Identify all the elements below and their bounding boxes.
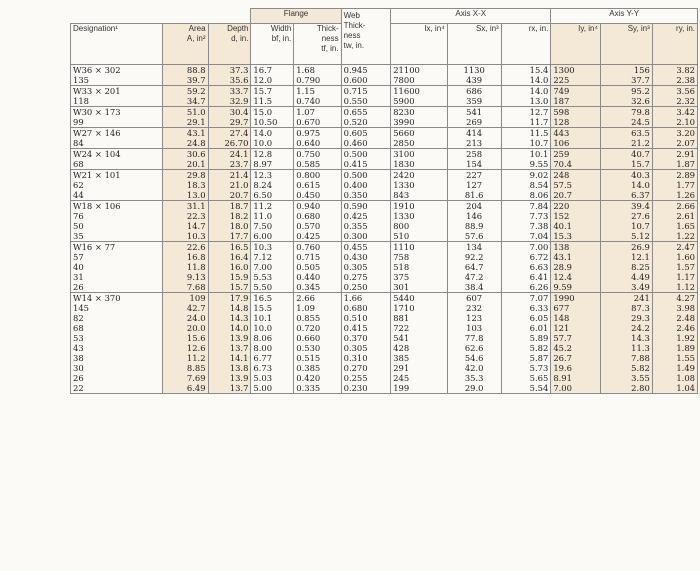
ry-cell: 3.56 2.32 — [652, 86, 697, 107]
sx-header: Sx, in³ — [447, 24, 501, 65]
table-row — [71, 170, 698, 201]
flange-thickness-cell: 0.940 0.680 0.570 0.425 — [294, 201, 341, 242]
flange-width-cell: 15.0 10.50 — [251, 107, 294, 128]
web-thickness-cell: 0.500 0.400 0.350 — [341, 170, 391, 201]
table-row — [71, 86, 698, 107]
sy-cell: 63.5 21.2 — [600, 128, 652, 149]
table-row — [71, 65, 698, 86]
depth-header: Depth d, in. — [208, 24, 251, 65]
sy-cell: 39.4 27.6 10.7 5.12 — [600, 201, 652, 242]
web-thickness-title: Web Thick- ness — [343, 11, 366, 40]
web-thickness-cell: 0.945 0.600 — [341, 65, 391, 86]
flange-thickness-cell: 0.750 0.585 — [294, 149, 341, 170]
rx-cell: 14.0 13.0 — [501, 86, 551, 107]
flange-thickness-cell: 1.07 0.670 — [294, 107, 341, 128]
flange-width-cell: 11.2 11.0 7.50 6.00 — [251, 201, 294, 242]
table-row — [71, 201, 698, 242]
ry-header: ry, in. — [652, 24, 697, 65]
flange-width-cell: 16.5 15.5 10.1 10.0 8.06 8.00 6.77 6.73 5.03 5.00 — [251, 293, 294, 394]
sx-cell: 607 232 123 103 77.8 62.6 54.6 42.0 35.3 29.0 — [447, 293, 501, 394]
rx-cell: 10.1 9.55 — [501, 149, 551, 170]
sx-cell: 414 213 — [447, 128, 501, 149]
axis-yy-group-header: Axis Y-Y — [551, 9, 698, 24]
w-shapes-properties-table — [70, 8, 698, 394]
flange-width-cell: 16.7 12.0 — [251, 65, 294, 86]
area-cell: 51.0 29.1 — [163, 107, 208, 128]
ix-cell: 5440 1710 881 722 541 428 385 291 245 199 — [391, 293, 447, 394]
web-thickness-cell: 0.500 0.415 — [341, 149, 391, 170]
iy-cell: 1990 677 148 121 57.7 45.2 26.7 19.6 8.91 7.00 — [551, 293, 601, 394]
table-row — [71, 149, 698, 170]
sy-cell: 241 87.3 29.3 24.2 14.3 11.3 7.88 5.82 3.55 2.80 — [600, 293, 652, 394]
area-cell: 22.6 16.8 11.8 9.13 7.68 — [163, 242, 208, 293]
sy-cell: 26.9 12.1 8.25 4.49 3.49 — [600, 242, 652, 293]
tw-label: tw, in. — [343, 41, 365, 50]
area-cell: 31.1 22.3 14.7 10.3 — [163, 201, 208, 242]
depth-cell: 30.4 29.7 — [208, 107, 251, 128]
ry-cell: 2.66 2.61 1.65 1.22 — [652, 201, 697, 242]
designation-cell: W14 × 370 145 82 68 53 43 38 30 26 22 — [71, 293, 163, 394]
flange-width-cell: 12.3 8.24 6.50 — [251, 170, 294, 201]
flange-group-header: Flange — [251, 9, 341, 24]
flange-thickness-cell: 0.800 0.615 0.450 — [294, 170, 341, 201]
web-thickness-cell: 0.655 0.520 — [341, 107, 391, 128]
designation-cell: W24 × 104 68 — [71, 149, 163, 170]
ry-cell: 2.89 1.77 1.26 — [652, 170, 697, 201]
header-group-row — [71, 9, 698, 24]
flange-width-cell: 15.7 11.5 — [251, 86, 294, 107]
sy-header: Sy, in³ — [600, 24, 652, 65]
designation-cell: W36 × 302 135 — [71, 65, 163, 86]
depth-cell: 33.7 32.9 — [208, 86, 251, 107]
area-cell: 30.6 20.1 — [163, 149, 208, 170]
ix-header: Ix, in⁴ — [391, 24, 447, 65]
area-header: Area A, in² — [163, 24, 208, 65]
designation-cell: W27 × 146 84 — [71, 128, 163, 149]
iy-cell: 749 187 — [551, 86, 601, 107]
iy-cell: 1300 225 — [551, 65, 601, 86]
sy-cell: 156 37.7 — [600, 65, 652, 86]
flange-thickness-cell: 0.760 0.715 0.505 0.440 0.345 — [294, 242, 341, 293]
ry-cell: 3.82 2.38 — [652, 65, 697, 86]
iy-cell: 598 128 — [551, 107, 601, 128]
web-thickness-cell: 0.605 0.460 — [341, 128, 391, 149]
sx-cell: 541 269 — [447, 107, 501, 128]
rx-cell: 12.7 11.7 — [501, 107, 551, 128]
depth-cell: 16.5 16.4 16.0 15.9 15.7 — [208, 242, 251, 293]
iy-cell: 220 152 40.1 15.3 — [551, 201, 601, 242]
designation-cell: W18 × 106 76 50 35 — [71, 201, 163, 242]
flange-width-cell: 14.0 10.0 — [251, 128, 294, 149]
rx-cell: 7.84 7.73 7.38 7.04 — [501, 201, 551, 242]
flange-thickness-cell: 1.68 0.790 — [294, 65, 341, 86]
area-cell: 109 42.7 24.0 20.0 15.6 12.6 11.2 8.85 7.69 6.49 — [163, 293, 208, 394]
table-row — [71, 107, 698, 128]
ry-cell: 3.42 2.10 — [652, 107, 697, 128]
area-cell: 59.2 34.7 — [163, 86, 208, 107]
ry-cell: 3.20 2.07 — [652, 128, 697, 149]
ix-cell: 11600 5900 — [391, 86, 447, 107]
sx-cell: 134 92.2 64.7 47.2 38.4 — [447, 242, 501, 293]
flange-width-cell: 12.8 8.97 — [251, 149, 294, 170]
rx-header: rx, in. — [501, 24, 551, 65]
designation-cell: W30 × 173 99 — [71, 107, 163, 128]
ix-cell: 1910 1330 800 510 — [391, 201, 447, 242]
header-spacer — [71, 9, 251, 24]
table-row — [71, 128, 698, 149]
rx-cell: 11.5 10.7 — [501, 128, 551, 149]
depth-cell: 17.9 14.8 14.3 14.0 13.9 13.7 14.1 13.8 13.9 13.7 — [208, 293, 251, 394]
depth-cell: 21.4 21.0 20.7 — [208, 170, 251, 201]
flange-thickness-cell: 1.15 0.740 — [294, 86, 341, 107]
ry-cell: 4.27 3.98 2.48 2.46 1.92 1.89 1.55 1.49 1.08 1.04 — [652, 293, 697, 394]
web-thickness-cell: 1.66 0.680 0.510 0.415 0.370 0.305 0.310 0.270 0.255 0.230 — [341, 293, 391, 394]
iy-header: Iy, in⁴ — [551, 24, 601, 65]
designation-cell: W21 × 101 62 44 — [71, 170, 163, 201]
rx-cell: 15.4 14.0 — [501, 65, 551, 86]
designation-header: Designation¹ — [71, 24, 163, 65]
iy-cell: 248 57.5 20.7 — [551, 170, 601, 201]
sy-cell: 79.8 24.5 — [600, 107, 652, 128]
sx-cell: 1130 439 — [447, 65, 501, 86]
ry-cell: 2.91 1.87 — [652, 149, 697, 170]
flange-width-header: Width bf, in. — [251, 24, 294, 65]
iy-cell: 259 70.4 — [551, 149, 601, 170]
web-thickness-cell: 0.455 0.430 0.305 0.275 0.250 — [341, 242, 391, 293]
area-cell: 29.8 18.3 13.0 — [163, 170, 208, 201]
depth-cell: 37.3 35.6 — [208, 65, 251, 86]
area-cell: 88.8 39.7 — [163, 65, 208, 86]
web-thickness-header — [341, 9, 391, 65]
sx-cell: 204 146 88.9 57.6 — [447, 201, 501, 242]
sx-cell: 227 127 81.6 — [447, 170, 501, 201]
designation-cell: W16 × 77 57 40 31 26 — [71, 242, 163, 293]
flange-thickness-header: Thick- ness tf, in. — [294, 24, 341, 65]
iy-cell: 443 106 — [551, 128, 601, 149]
sx-cell: 258 154 — [447, 149, 501, 170]
ix-cell: 8230 3990 — [391, 107, 447, 128]
rx-cell: 7.00 6.72 6.63 6.41 6.26 — [501, 242, 551, 293]
sy-cell: 40.7 15.7 — [600, 149, 652, 170]
ix-cell: 21100 7800 — [391, 65, 447, 86]
rx-cell: 7.07 6.33 6.05 6.01 5.89 5.82 5.87 5.73 5.65 5.54 — [501, 293, 551, 394]
table-row — [71, 242, 698, 293]
sx-cell: 686 359 — [447, 86, 501, 107]
axis-xx-group-header: Axis X-X — [391, 9, 551, 24]
depth-cell: 27.4 26.70 — [208, 128, 251, 149]
rx-cell: 9.02 8.54 8.06 — [501, 170, 551, 201]
designation-cell: W33 × 201 118 — [71, 86, 163, 107]
table-row — [71, 293, 698, 394]
flange-thickness-cell: 0.975 0.640 — [294, 128, 341, 149]
sy-cell: 95.2 32.6 — [600, 86, 652, 107]
flange-thickness-cell: 2.66 1.09 0.855 0.720 0.660 0.530 0.515 0.385 0.420 0.335 — [294, 293, 341, 394]
web-thickness-cell: 0.715 0.550 — [341, 86, 391, 107]
depth-cell: 24.1 23.7 — [208, 149, 251, 170]
depth-cell: 18.7 18.2 18.0 17.7 — [208, 201, 251, 242]
ry-cell: 2.47 1.60 1.57 1.17 1.12 — [652, 242, 697, 293]
web-thickness-cell: 0.590 0.425 0.355 0.300 — [341, 201, 391, 242]
ix-cell: 2420 1330 843 — [391, 170, 447, 201]
area-cell: 43.1 24.8 — [163, 128, 208, 149]
sy-cell: 40.3 14.0 6.37 — [600, 170, 652, 201]
ix-cell: 1110 758 518 375 301 — [391, 242, 447, 293]
ix-cell: 3100 1830 — [391, 149, 447, 170]
iy-cell: 138 43.1 28.9 12.4 9.59 — [551, 242, 601, 293]
flange-width-cell: 10.3 7.12 7.00 5.53 5.50 — [251, 242, 294, 293]
ix-cell: 5660 2850 — [391, 128, 447, 149]
